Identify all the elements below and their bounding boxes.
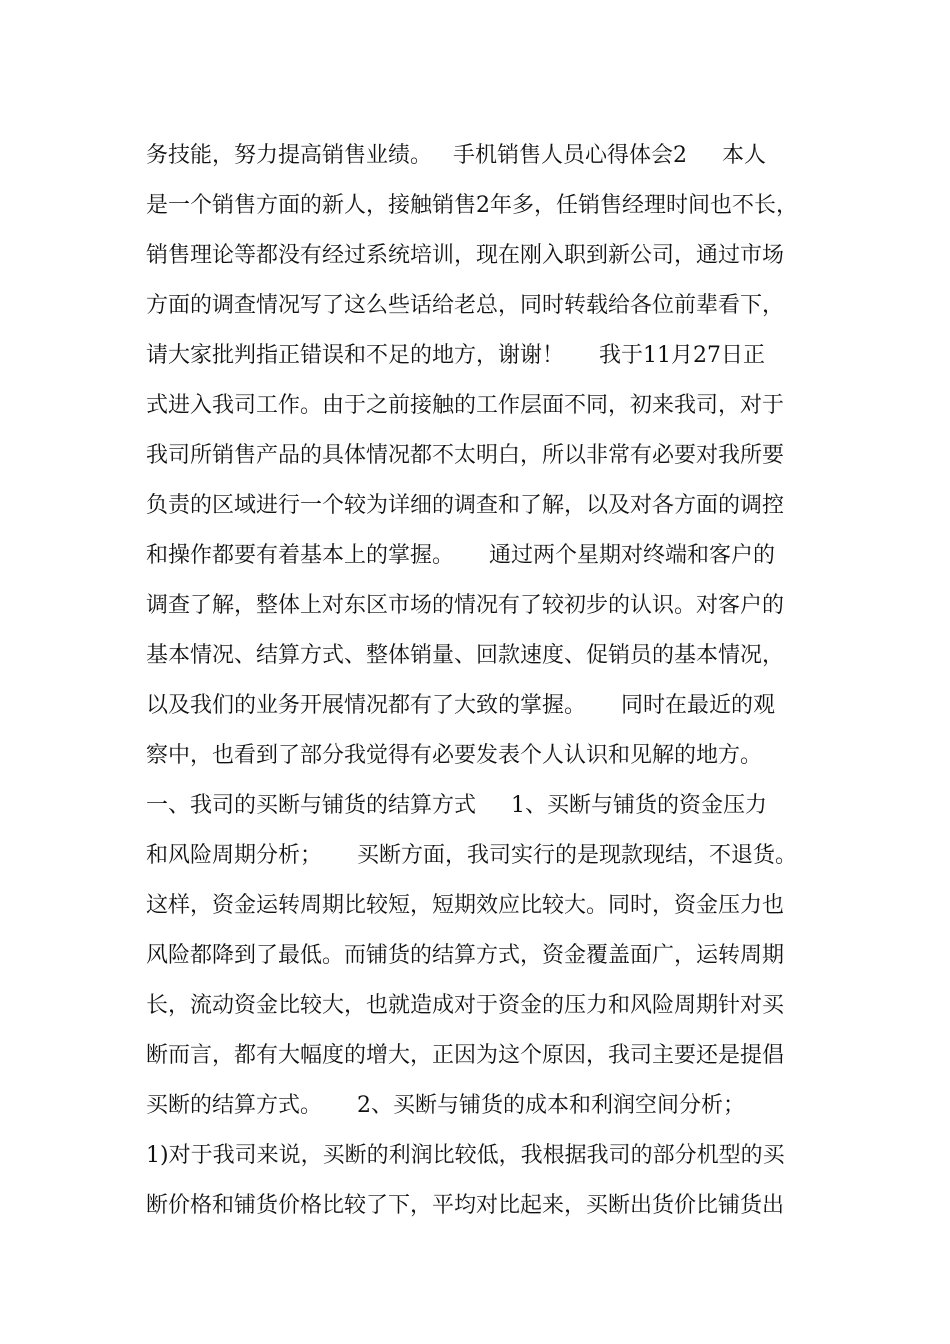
text-line: 断而言，都有大幅度的增大，正因为这个原因，我司主要还是提倡 [146,1043,785,1068]
text-line: 1)对于我司来说，买断的利润比较低，我根据我司的部分机型的买 [146,1143,785,1168]
text-line: 基本情况、结算方式、整体销量、回款速度、促销员的基本情况， [146,643,785,668]
text-line: 风险都降到了最低。而铺货的结算方式，资金覆盖面广，运转周期 [146,943,785,968]
text-line: 请大家批判指正错误和不足的地方，谢谢！ 我于11月27日正 [146,343,765,368]
text-line: 一、我司的买断与铺货的结算方式 1、买断与铺货的资金压力 [146,793,767,818]
text-line: 察中，也看到了部分我觉得有必要发表个人认识和见解的地方。 [146,743,763,768]
text-line: 买断的结算方式。 2、买断与铺货的成本和利润空间分析； [146,1093,745,1118]
text-line: 式进入我司工作。由于之前接触的工作层面不同，初来我司，对于 [146,393,785,418]
text-line: 我司所销售产品的具体情况都不太明白，所以非常有必要对我所要 [146,443,785,468]
text-line: 是一个销售方面的新人，接触销售2年多，任销售经理时间也不长， [146,193,798,218]
text-line: 方面的调查情况写了这么些话给老总，同时转载给各位前辈看下， [146,293,785,318]
text-line: 和操作都要有着基本上的掌握。 通过两个星期对终端和客户的 [146,543,775,568]
text-line: 和风险周期分析； 买断方面，我司实行的是现款现结，不退货。 [146,843,797,868]
text-line: 调查了解，整体上对东区市场的情况有了较初步的认识。对客户的 [146,593,785,618]
text-line: 务技能，努力提高销售业绩。 手机销售人员心得体会2 本人 [146,143,766,168]
text-line: 这样，资金运转周期比较短，短期效应比较大。同时，资金压力也 [146,893,785,918]
text-line: 以及我们的业务开展情况都有了大致的掌握。 同时在最近的观 [146,693,775,718]
document-body-text [146,131,846,1231]
text-line: 长，流动资金比较大，也就造成对于资金的压力和风险周期针对买 [146,993,785,1018]
text-line: 断价格和铺货价格比较了下，平均对比起来，买断出货价比铺货出 [146,1193,785,1218]
text-line: 销售理论等都没有经过系统培训，现在刚入职到新公司，通过市场 [146,243,785,268]
text-line: 负责的区域进行一个较为详细的调查和了解，以及对各方面的调控 [146,493,785,518]
